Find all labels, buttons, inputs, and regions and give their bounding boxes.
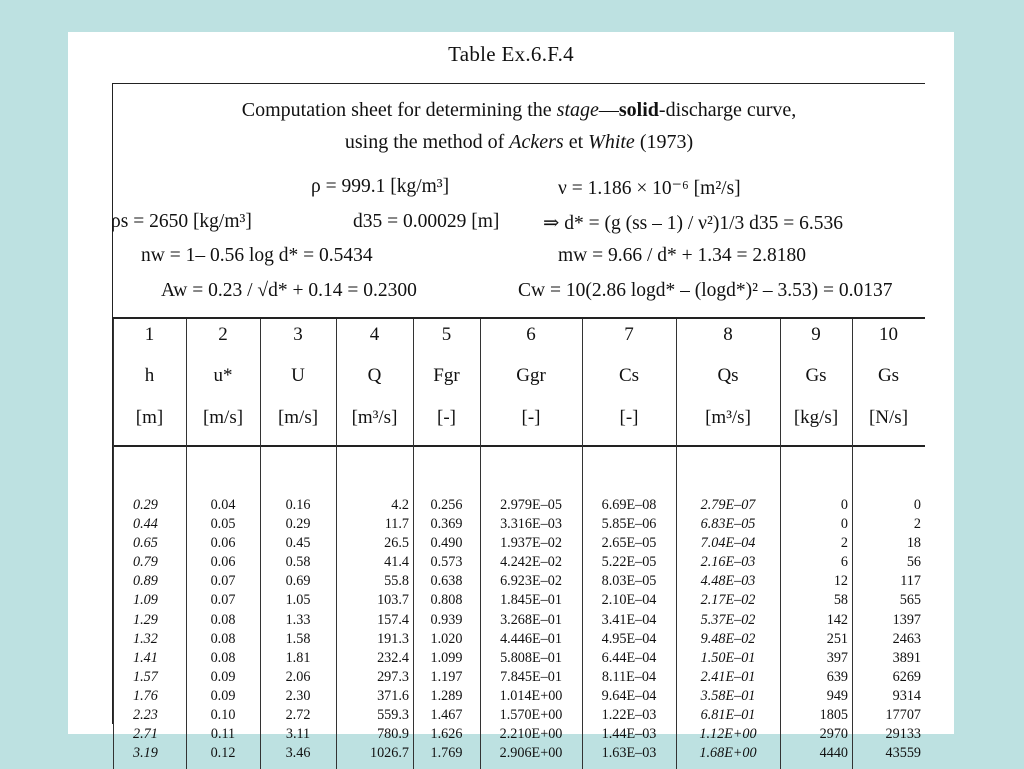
table-cell: 0.638 (430, 573, 463, 590)
column-number: 3 (293, 324, 303, 345)
table-cell: 0.79 (133, 554, 158, 571)
table-cell: 5.808E–01 (500, 649, 562, 666)
table-cell: 1.22E–03 (601, 707, 657, 724)
table-cell: 0.07 (210, 592, 236, 609)
table-cell: 0.29 (133, 497, 158, 513)
table-cell: 3.41E–04 (601, 611, 657, 628)
table-cell: 9.48E–02 (700, 630, 756, 647)
table-cell: 0.44 (133, 516, 158, 533)
table-cell: 1805 (819, 707, 848, 724)
table-heading (113, 94, 925, 158)
table-row (113, 687, 925, 706)
table-cell: 6.83E–05 (700, 516, 756, 533)
column-symbol: Gs (805, 365, 827, 386)
table-cell: 0.09 (210, 687, 236, 704)
column-number: 4 (369, 324, 380, 345)
table-cell: 2.16E–03 (700, 554, 756, 571)
column-symbol: U (291, 365, 305, 386)
table-cell: 1.020 (430, 630, 463, 647)
table-cell: 1.81 (285, 649, 311, 666)
table-cell: 1.845E–01 (500, 592, 562, 609)
column-number: 8 (723, 324, 733, 345)
table-cell: 5.37E–02 (700, 611, 756, 628)
table-cell: 0.05 (210, 516, 236, 533)
table-cell: 0.08 (210, 630, 236, 647)
table-cell: 0.08 (210, 649, 236, 666)
column-divider (260, 319, 261, 769)
column-divider (676, 319, 677, 769)
table-cell: 1.29 (133, 611, 158, 628)
column-number: 9 (811, 324, 821, 345)
column-symbol: h (144, 365, 155, 386)
table-cell: 17707 (885, 707, 921, 724)
table-cell: 43559 (885, 745, 921, 762)
table-cell: 0 (840, 497, 848, 513)
table-cell: 6.81E–01 (700, 707, 756, 724)
table-cell: 1.44E–03 (601, 726, 657, 743)
table-cell: 3.11 (285, 726, 311, 743)
table-cell: 55.8 (384, 573, 409, 590)
column-unit: [m] (135, 407, 164, 428)
table-cell: 1.50E–01 (700, 649, 756, 666)
column-symbol: Cs (618, 365, 640, 386)
table-cell: 780.9 (377, 726, 409, 743)
table-cell: 9.64E–04 (601, 687, 657, 704)
table-cell: 6269 (892, 668, 921, 685)
table-cell: 2.72 (285, 707, 311, 724)
table-cell: 142 (826, 611, 848, 628)
table-cell: 3891 (892, 649, 921, 666)
column-divider (480, 319, 481, 769)
table-cell: 117 (900, 573, 921, 590)
column-symbol: Ggr (516, 365, 546, 386)
table-cell: 0.808 (430, 592, 463, 609)
table-cell: 0.06 (210, 535, 236, 552)
table-cell: 0.58 (285, 554, 311, 571)
table-cell: 0.16 (285, 497, 311, 513)
table-cell: 1.626 (430, 726, 463, 743)
table-cell: 3.316E–03 (500, 516, 562, 533)
table-row (113, 649, 925, 668)
column-unit: [m³/s] (705, 407, 751, 428)
column-unit: [m³/s] (351, 407, 398, 428)
table-cell: 1.63E–03 (601, 745, 657, 762)
table-cell: 4.242E–02 (500, 554, 562, 571)
document-page (68, 32, 954, 762)
table-cell: 3.19 (133, 745, 158, 762)
table-left-border (113, 319, 114, 769)
formula-nw: nw = 1– 0.56 log d* = 0.5434 (141, 245, 373, 266)
table-cell: 1.570E+00 (499, 707, 563, 724)
formula-cw: Cw = 10(2.86 logd* – (logd*)² – 3.53) = 0.0137 (518, 280, 893, 301)
column-unit: [kg/s] (793, 407, 839, 428)
table-row (113, 611, 925, 630)
table-cell: 2 (913, 516, 921, 533)
table-title: Table Ex.6.F.4 (448, 42, 574, 66)
table-cell: 2.79E–07 (700, 497, 756, 513)
table-cell: 0.45 (285, 535, 311, 552)
table-cell: 1.12E+00 (699, 726, 757, 743)
table-cell: 297.3 (377, 668, 409, 685)
column-unit: [-] (619, 407, 639, 428)
table-cell: 371.6 (377, 687, 409, 704)
table-cell: 0 (840, 516, 848, 533)
formula-dstar: ⇒ d* = (g (ss – 1) / ν²)1/3 d35 = 6.536 (543, 213, 843, 234)
table-cell: 1.58 (285, 630, 311, 647)
table-cell: 1.57 (133, 668, 158, 685)
table-cell: 0.07 (210, 573, 236, 590)
table-cell: 1.467 (430, 707, 463, 724)
table-cell: 559.3 (377, 707, 409, 724)
table-row (113, 706, 925, 725)
column-unit: [-] (521, 407, 541, 428)
table-cell: 58 (833, 592, 848, 609)
table-cell: 56 (906, 554, 921, 571)
table-cell: 232.4 (377, 649, 409, 666)
column-number: 2 (218, 324, 228, 345)
table-cell: 6 (840, 554, 848, 571)
table-cell: 1.197 (430, 668, 463, 685)
column-divider (582, 319, 583, 769)
table-cell: 0.573 (430, 554, 463, 571)
table-cell: 2.906E+00 (499, 745, 563, 762)
table-cell: 0.369 (430, 516, 463, 533)
table-cell: 1.41 (133, 649, 158, 666)
column-divider (336, 319, 337, 769)
table-cell: 0.29 (285, 516, 311, 533)
table-row (113, 515, 925, 534)
table-cell: 0.69 (285, 573, 311, 590)
table-cell: 191.3 (377, 630, 409, 647)
table-cell: 4440 (819, 745, 848, 762)
table-cell: 4.48E–03 (700, 573, 756, 590)
formula-mw: mw = 9.66 / d* + 1.34 = 2.8180 (558, 245, 807, 266)
table-cell: 0.09 (210, 668, 236, 685)
table-cell: 2.17E–02 (700, 592, 756, 609)
table-cell: 1.76 (133, 687, 158, 704)
table-cell: 6.44E–04 (601, 649, 657, 666)
heading-line-1: Computation sheet for determining the stage—solid-discharge curve, (241, 99, 797, 121)
table-cell: 6.69E–08 (601, 497, 657, 513)
formula-d35: d35 = 0.00029 [m] (353, 211, 500, 232)
table-row (113, 496, 925, 515)
table-cell: 9314 (892, 687, 921, 704)
table-row (113, 668, 925, 687)
table-row (113, 630, 925, 649)
table-cell: 12 (833, 573, 848, 590)
table-cell: 0.11 (210, 726, 236, 743)
column-divider (186, 319, 187, 769)
table-cell: 26.5 (384, 535, 409, 552)
table-cell: 2463 (892, 630, 921, 647)
table-cell: 1.32 (133, 630, 158, 647)
table-cell: 1.68E+00 (699, 745, 757, 762)
table-cell: 0.939 (430, 611, 463, 628)
table-cell: 4.95E–04 (601, 630, 657, 647)
data-table (113, 496, 925, 763)
table-cell: 0.256 (430, 497, 463, 513)
table-cell: 1.014E+00 (499, 687, 563, 704)
table-cell: 1.769 (430, 745, 463, 762)
divider (113, 317, 925, 319)
table-body (113, 496, 925, 763)
table-frame (111, 83, 925, 762)
table-cell: 3.46 (285, 745, 311, 762)
table-row (113, 553, 925, 572)
formula-aw: Aw = 0.23 / √d* + 0.14 = 0.2300 (161, 280, 417, 301)
column-number: 10 (879, 324, 898, 345)
table-row (113, 572, 925, 591)
table-cell: 949 (826, 687, 848, 704)
table-cell: 2 (840, 535, 848, 552)
table-cell: 0.89 (133, 573, 158, 590)
table-cell: 1397 (892, 611, 921, 628)
table-cell: 18 (906, 535, 921, 552)
column-number: 7 (624, 324, 634, 345)
formula-rho: ρ = 999.1 [kg/m³] (311, 176, 450, 197)
table-cell: 639 (826, 668, 848, 685)
column-divider (413, 319, 414, 769)
table-cell: 5.22E–05 (601, 554, 657, 571)
table-cell: 103.7 (377, 592, 409, 609)
table-cell: 11.7 (384, 516, 409, 533)
table-cell: 0.12 (210, 745, 236, 762)
table-cell: 3.268E–01 (500, 611, 562, 628)
table-cell: 2.10E–04 (601, 592, 657, 609)
table-cell: 0.65 (133, 535, 158, 552)
table-row (113, 744, 925, 763)
table-cell: 1.33 (285, 611, 311, 628)
table-cell: 1026.7 (369, 745, 409, 762)
column-unit: [m/s] (202, 407, 244, 428)
table-cell: 1.937E–02 (500, 535, 562, 552)
column-symbol: Gs (877, 365, 900, 386)
table-cell: 8.11E–04 (601, 668, 657, 685)
table-cell: 2.41E–01 (700, 668, 756, 685)
table-cell: 7.04E–04 (700, 535, 756, 552)
table-cell: 1.099 (430, 649, 463, 666)
table-cell: 0.490 (430, 535, 463, 552)
table-cell: 0.08 (210, 611, 236, 628)
column-unit: [-] (437, 407, 456, 428)
heading-line-2: using the method of Ackers et White (1973) (344, 131, 694, 153)
table-cell: 4.446E–01 (500, 630, 562, 647)
table-cell: 2.71 (133, 726, 158, 743)
column-unit: [m/s] (277, 407, 319, 428)
table-cell: 565 (899, 592, 921, 609)
table-cell: 2.979E–05 (500, 497, 562, 513)
table-cell: 41.4 (384, 554, 409, 571)
column-divider (780, 319, 781, 769)
table-cell: 2.210E+00 (499, 726, 563, 743)
column-divider (852, 319, 853, 769)
table-row (113, 591, 925, 610)
table-cell: 2.23 (133, 707, 158, 724)
formula-nu: ν = 1.186 × 10⁻⁶ [m²/s] (558, 178, 741, 199)
table-cell: 0.06 (210, 554, 236, 571)
table-cell: 251 (826, 630, 848, 647)
table-cell: 3.58E–01 (700, 687, 756, 704)
table-cell: 157.4 (377, 611, 409, 628)
table-cell: 2970 (819, 726, 848, 743)
column-unit: [N/s] (868, 407, 909, 428)
table-cell: 29133 (885, 726, 921, 743)
table-cell: 1.09 (133, 592, 158, 609)
table-cell: 0.04 (210, 497, 236, 513)
table-cell: 1.289 (430, 687, 463, 704)
table-row (113, 725, 925, 744)
column-symbol: u* (213, 365, 233, 386)
column-symbol: Qs (717, 365, 739, 386)
table-cell: 2.30 (285, 687, 311, 704)
table-cell: 5.85E–06 (601, 516, 657, 533)
table-cell: 1.05 (285, 592, 311, 609)
table-cell: 7.845E–01 (500, 668, 562, 685)
table-cell: 4.2 (391, 497, 409, 513)
table-cell: 2.06 (285, 668, 311, 685)
column-symbol: Q (367, 365, 382, 386)
column-symbol: Fgr (433, 365, 460, 386)
column-number: 5 (441, 324, 452, 345)
table-cell: 2.65E–05 (601, 535, 657, 552)
header-divider (113, 445, 925, 447)
formula-rho-s: ρs = 2650 [kg/m³] (111, 211, 252, 232)
column-number: 6 (526, 324, 536, 345)
table-cell: 8.03E–05 (601, 573, 657, 590)
table-cell: 6.923E–02 (500, 573, 562, 590)
table-row (113, 534, 925, 553)
table-cell: 397 (826, 649, 848, 666)
column-number: 1 (144, 324, 155, 345)
table-cell: 0 (913, 497, 921, 513)
table-cell: 0.10 (210, 707, 236, 724)
